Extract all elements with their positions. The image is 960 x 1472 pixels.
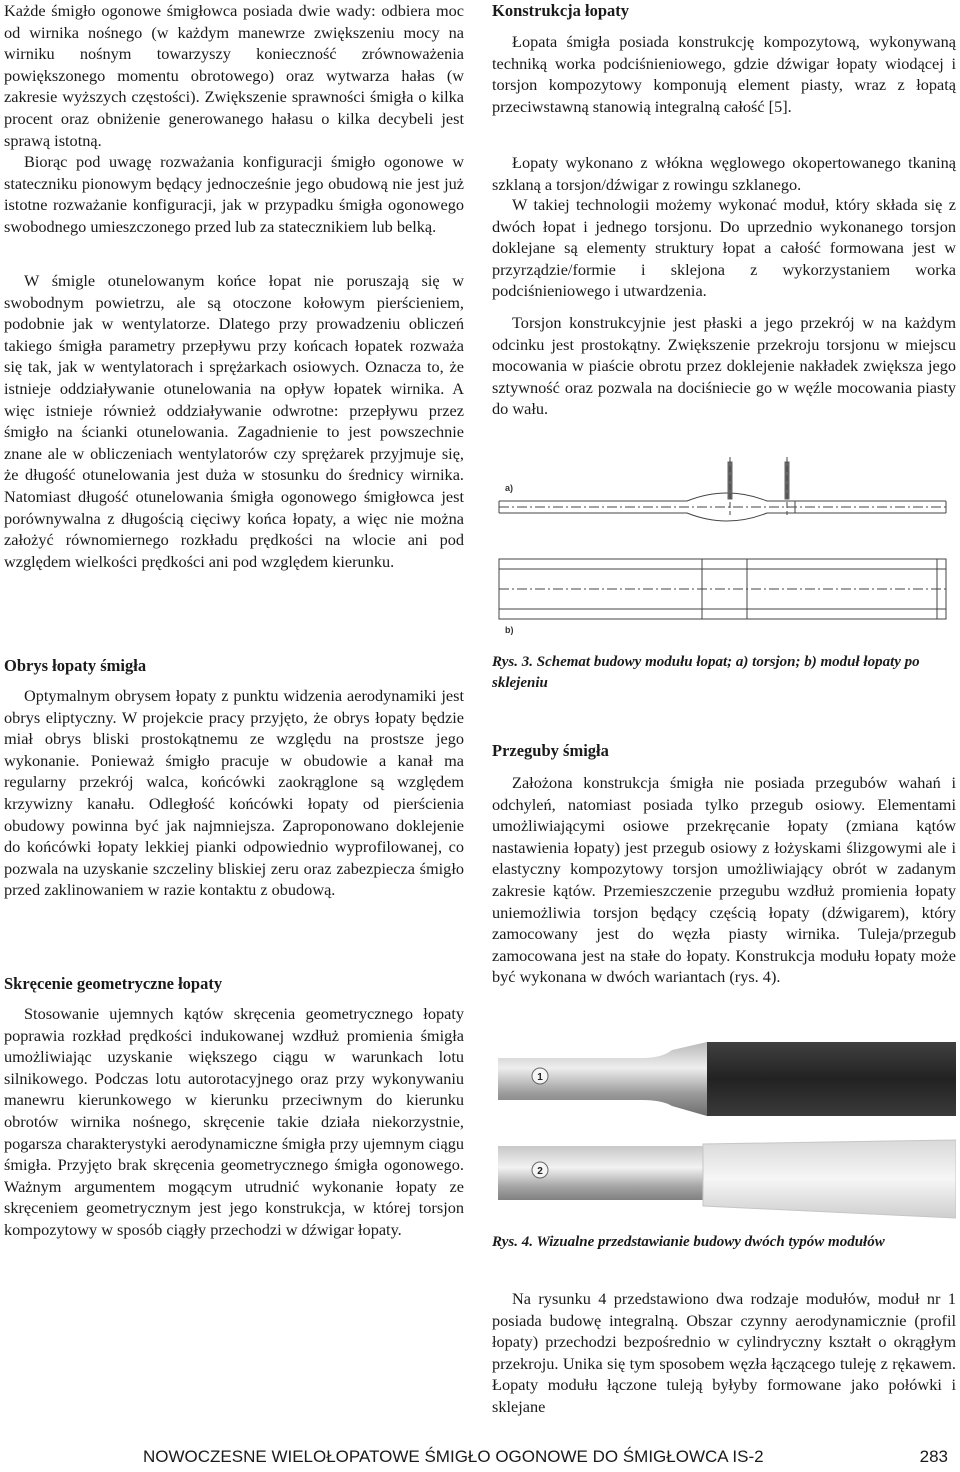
page-footer [0, 1447, 960, 1471]
figure-3-caption: Rys. 3. Schemat budowy modułu łopat; a) torsjon; b) moduł łopaty po sklejeniu [492, 654, 920, 691]
paragraph: Optymalnym obrysem łopaty z punktu widzenia aerodynamiki jest obrys eliptyczny. W projekcie pracy przyjęto, że obrys łopaty będzie miał obrys bliski prostokątnemu ze względu na prostsze jego wykonanie. Ponieważ śmigło pracuje w obudowie a kanał ma regularny przekrój walca, końcówki zaokrąglone są względem krzywizny kanału. Odległość końcówki łopaty od pierścienia obudowy powinna być jak najmniejsza. Zaproponowano doklejenie do końcówki łopaty lekkiej pianki odpowiednio wyprofilowanej, co pozwala na uzyskanie szczeliny bliskiej zeru oraz zabezpiecza śmigło przed zaklinowaniem w razie kontaktu z obudową. [4, 686, 464, 900]
page-number: 283 [919, 1447, 948, 1466]
figure-4-caption: Rys. 4. Wizualne przedstawianie budowy dwóch typów modułów [492, 1234, 885, 1250]
figure-3-diagram [492, 455, 956, 645]
section-heading-skrecenie: Skręcenie geometryczne łopaty [4, 974, 223, 993]
paragraph: Biorąc pod uwagę rozważania konfiguracji śmigło ogonowe w stateczniku pionowym będący jednocześnie jego obudową nie jest już istotne rozważanie konfiguracji, jak w przypadku śmigła ogonowego swobodnego umieszczonego przed lub za statecznikiem lub belką. [4, 152, 464, 236]
paragraph: Na rysunku 4 przedstawiono dwa rodzaje modułów, moduł nr 1 posiada budowę integralną. Obszar czynny aerodynamicznie (profil łopaty) przechodzi bezpośrednio w cylindryczny kształt o okrągłym przekroju. Unika się tym sposobem węzła łączącego tuleję z rękawem. Łopaty modułu łączone tuleją byłyby formowane jako połówki i sklejane [492, 1289, 956, 1416]
fig3-label-b: b) [505, 625, 514, 635]
section-heading-obrys: Obrys łopaty śmigła [4, 656, 147, 675]
section-heading-przeguby: Przeguby śmigła [492, 741, 609, 760]
paragraph: W takiej technologii możemy wykonać moduł, który składa się z dwóch łopat i jednego torsjonu. Do uprzednio wykonanego torsjon doklejane są elementy struktury łopat a całość formowana jest w przyrządzie/formie i sklejona z wykorzystaniem worka podciśnieniowego i utwardzenia. [492, 195, 956, 301]
section-heading-konstrukcja: Konstrukcja łopaty [492, 1, 630, 20]
paragraph: Założona konstrukcja śmigła nie posiada przegubów wahań i odchyleń, natomiast posiada tylko przegub osiowy. Elementami umożliwiającymi osiowe przekręcanie łopaty (zmiana kątów nastawienia łopaty) jest przegub osiowy z łożyskami ślizgowymi ale i elastyczny kompozytowy torsjon umożliwiający obrót w zadanym zakresie kątów. Przemieszczenie przegubu wzdłuż promienia łopaty uniemożliwia torsjon będący częścią łopaty (dźwigarem), który zamocowany jest do węzła piasty wirnika. Tuleja/przegub zamocowana jest na stałe do łopaty. Konstrukcja modułu łopaty może być wykonana w dwóch wariantach (rys. 4). [492, 773, 956, 987]
paragraph: Torsjon konstrukcyjnie jest płaski a jego przekrój w na każdym odcinku jest prostokątny. Zwiększenie przekroju torsjonu w miejscu mocowania w piaście obrotu przez doklejenie nakładek zwiększa jego sztywność oraz pozwala na dociśniecie go w węźle mocowania piasty do wału. [492, 313, 956, 419]
fig3-label-a: a) [505, 483, 514, 493]
paragraph: Łopaty wykonano z włókna węglowego okopertowanego tkaniną szklaną a torsjon/dźwigar z rowingu szklanego. [492, 153, 956, 194]
figure-4-photo [492, 1040, 956, 1230]
paragraph: Stosowanie ujemnych kątów skręcenia geometrycznego łopaty poprawia rozkład prędkości indukowanej wzdłuż promienia śmigła umożliwiając uzyskanie większego ciągu w warunkach lotu silnikowego. Podczas lotu autorotacyjnego oraz przy wykonywaniu manewru kierunkowego w kierunku przeciwnym do kierunku obrotów wirnika nośnego, skręcenie takie działa niekorzystnie, pogarsza charakterystyki aerodynamiczne śmigła przy ujemnym ciągu śmigła. Przyjęto brak skręcenia geometrycznego śmigła ogonowego. Ważnym argumentem mogącym utrudnić wykonanie łopaty ze skręceniem geometrycznym jest jego konstrukcja, w której torsjon kompozytowy w sposób ciągły przechodzi w dźwigar łopaty. [4, 1004, 464, 1239]
torsion-drawing [499, 457, 946, 521]
paragraph: Łopata śmigła posiada konstrukcję kompozytową, wykonywaną techniką worka podciśnieniowego, gdzie dźwigar łopaty wiodącej i torsjon kompozytowy komponują element piasty, wraz z łopatą przeciwstawną stanowią integralną całość [5]. [492, 32, 956, 116]
running-title: NOWOCZESNE WIELOŁOPATOWE ŚMIGŁO OGONOWE DO ŚMIGŁOWCA IS-2 [143, 1447, 764, 1466]
module-drawing [499, 559, 946, 619]
module-1-marker-label: 1 [537, 1072, 543, 1083]
paragraph: Każde śmigło ogonowe śmigłowca posiada dwie wady: odbiera moc od wirnika nośnego (w każdym manewrze zwiększeniu mocy na wirniku nośnym towarzyszy konieczność zrównoważenia powiększonego momentu obrotowego) oraz wytwarza hałas (w zakresie wyższych częstości). Zwiększenie sprawności śmigła o kilka procent oraz obniżenie generowanego hałasu o kilka decybeli jest sprawą istotną. [4, 1, 464, 150]
paragraph: W śmigle otunelowanym końce łopat nie poruszają się w swobodnym powietrzu, ale są otoczone kołowym pierścieniem, podobnie jak w wentylatorze. Dlatego przy prowadzeniu obliczeń takiego śmigła parametry przepływu przy końcach łopatek rozważa się tak, jak w wentylatorach i sprężarkach osiowych. Oznacza to, że istnieje oddziaływanie otunelowania na opływ łopatek wirnika. A więc istnieje również oddziaływanie odwrotne: przepływu przez śmigło na ścianki otunelowania. Zagadnienie to jest powszechnie znane ale w obliczeniach wentylatorów czy sprężarek przyjmuje się, że długość otunelowania jest duża w stosunku do średnicy wirnika. Natomiast długość otunelowania śmigła ogonowego śmigłowca jest porównywalna z długością cięciwy końca łopaty, a więc nie można założyć równomiernego rozkładu prędkości na wlocie ani pod względem wielkości prędkości ani pod względem kierunku. [4, 271, 464, 571]
module-2-marker-label: 2 [537, 1166, 543, 1177]
